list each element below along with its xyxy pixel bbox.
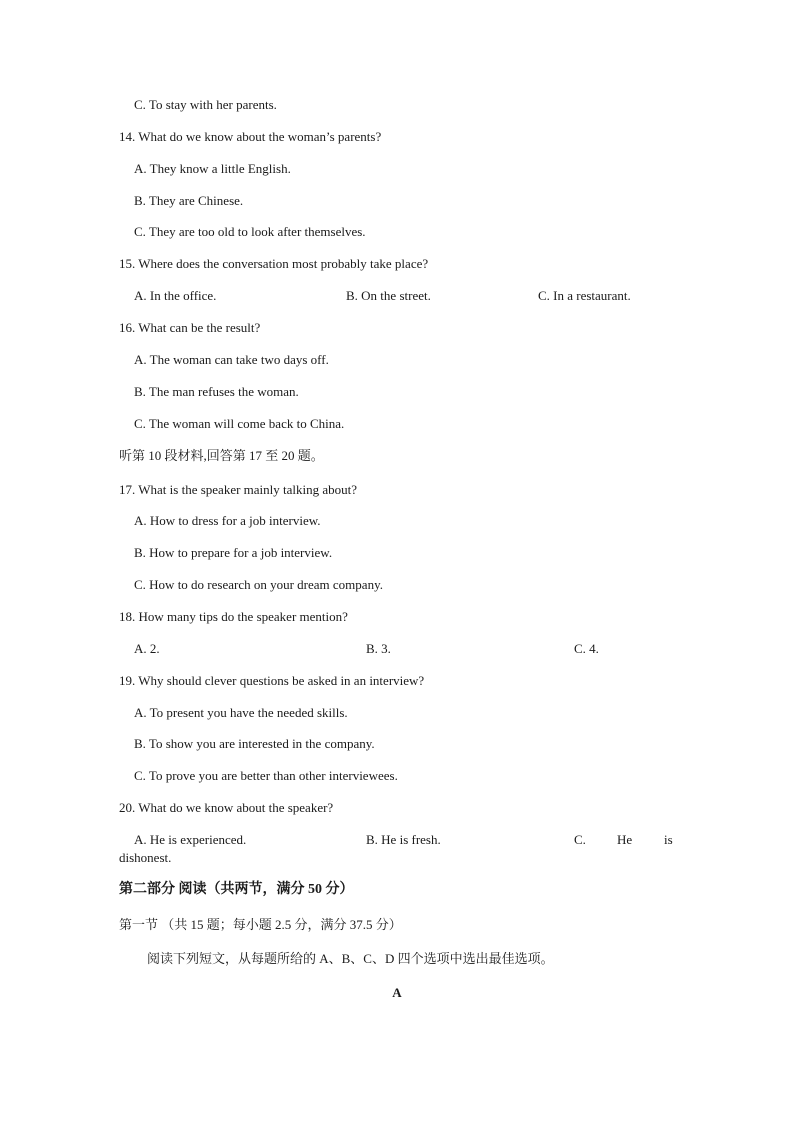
q15-option-b: B. On the street. [346, 288, 431, 303]
q13-option-c: C. To stay with her parents. [134, 97, 277, 112]
q18-option-c: C. 4. [574, 641, 599, 656]
q19-option-b: B. To show you are interested in the company. [134, 736, 375, 751]
section-instruction: 听第 10 段材料,回答第 17 至 20 题。 [119, 448, 324, 463]
passage-label: A [392, 985, 402, 1000]
q20-question: 20. What do we know about the speaker? [119, 800, 334, 815]
q16-option-c: C. The woman will come back to China. [134, 416, 345, 431]
q18-question: 18. How many tips do the speaker mention? [119, 609, 348, 624]
q20-option-b: B. He is fresh. [366, 832, 441, 847]
q15-question: 15. Where does the conversation most probably take place? [119, 256, 429, 271]
q14-option-c: C. They are too old to look after themselves. [134, 224, 366, 239]
reading-directions: 阅读下列短文，从每题所给的 A、B、C、D 四个选项中选出最佳选项。 [147, 951, 554, 966]
q14-question: 14. What do we know about the woman’s parents? [119, 129, 382, 144]
q17-option-b: B. How to prepare for a job interview. [134, 545, 333, 560]
q20-option-a: A. He is experienced. [134, 832, 247, 847]
q19-option-a: A. To present you have the needed skills. [134, 705, 348, 720]
q16-option-b: B. The man refuses the woman. [134, 384, 299, 399]
q17-question: 17. What is the speaker mainly talking about? [119, 482, 358, 497]
q19-option-c: C. To prove you are better than other interviewees. [134, 768, 398, 783]
q15-option-c: C. In a restaurant. [538, 288, 631, 303]
q20-option-c-word3: dishonest. [119, 850, 172, 865]
q16-question: 16. What can be the result? [119, 320, 261, 335]
q18-option-a: A. 2. [134, 641, 160, 656]
q16-option-a: A. The woman can take two days off. [134, 352, 329, 367]
q20-option-c-word2: is [664, 832, 673, 847]
q14-option-b: B. They are Chinese. [134, 193, 244, 208]
part-two-heading: 第二部分 阅读（共两节，满分 50 分） [119, 882, 354, 897]
q17-option-a: A. How to dress for a job interview. [134, 513, 321, 528]
q17-option-c: C. How to do research on your dream company. [134, 577, 383, 592]
q14-option-a: A. They know a little English. [134, 161, 291, 176]
q19-question: 19. Why should clever questions be asked in an interview? [119, 673, 425, 688]
q20-option-c-word1: He [617, 832, 633, 847]
section-one-heading: 第一节 （共 15 题；每小题 2.5 分，满分 37.5 分） [119, 917, 402, 932]
q15-option-a: A. In the office. [134, 288, 217, 303]
q20-option-c-letter: C. [574, 832, 586, 847]
q18-option-b: B. 3. [366, 641, 391, 656]
